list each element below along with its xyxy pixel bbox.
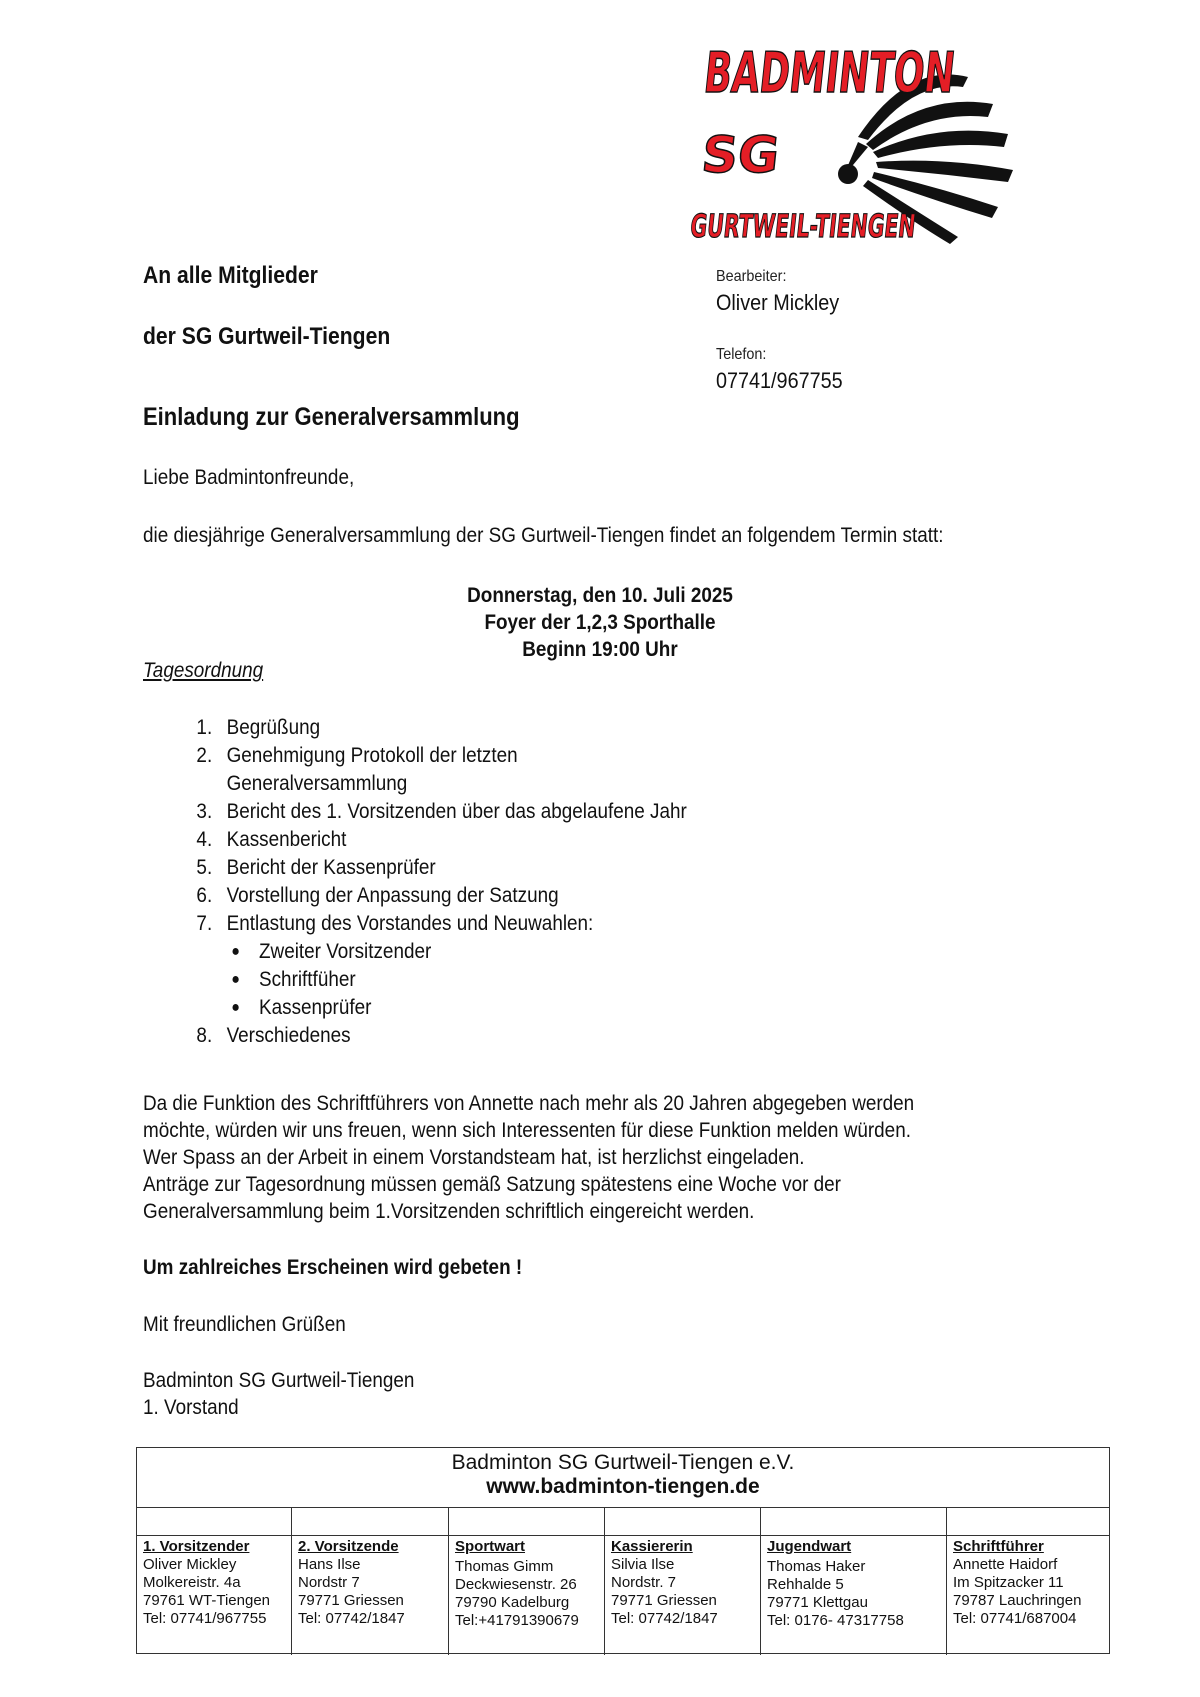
contact-first-chair: 1. Vorsitzender Oliver Mickley Molkereistr. 4a 79761 WT-Tiengen Tel: 07741/967755 [137, 1536, 292, 1655]
bullet-icon: ● [231, 999, 240, 1016]
appeal: Um zahlreiches Erscheinen wird gebeten ! [143, 1256, 523, 1279]
sender-info [716, 268, 857, 394]
agenda-title: Tagesordnung [143, 659, 264, 682]
event-location: Foyer der 1,2,3 Sporthalle [484, 611, 716, 634]
agenda-subitem: ● Kassenprüfer [178, 994, 687, 1022]
body-paragraph: Da die Funktion des Schriftführers von Annette nach mehr als 20 Jahren abgegeben werden möchte, würden wir uns freuen, wenn sich Interessenten für diese Funktion melden würden. Wer Spass an der Arbeit in einem Vorstandsteam hat, ist herzlichst eingeladen. Anträge zur Tagesordnung müssen gemäß Satzung spätestens eine Woche vor der Generalversammlung beim 1.Vorsitzenden schriftlich eingereicht werden. [143, 1092, 915, 1223]
agenda-subitem: ● Zweiter Vorsitzender [178, 938, 687, 966]
logo-line-1: BADMINTON [701, 41, 1097, 106]
agenda-list [178, 714, 687, 1050]
contact-treasurer: Kassiererin Silvia Ilse Nordstr. 7 79771 Griessen Tel: 07742/1847 [605, 1536, 761, 1655]
agenda-item: 5. Bericht der Kassenprüfer [196, 856, 436, 879]
intro: die diesjährige Generalversammlung der SG Gurtweil-Tiengen findet an folgendem Termin statt: [143, 524, 944, 547]
phone-label: Telefon: [716, 346, 767, 363]
phone-number: 07741/967755 [716, 368, 843, 393]
agenda-item: 4. Kassenbericht [196, 828, 347, 851]
footer-website[interactable]: www.badminton-tiengen.de [486, 1475, 760, 1498]
agenda-item: 6. Vorstellung der Anpassung der Satzung [196, 884, 559, 907]
signature-club: Badminton SG Gurtweil-Tiengen [143, 1369, 415, 1392]
agenda-item: 8. Verschiedenes [196, 1024, 351, 1047]
logo-line-3: GURTWEIL-TIENGEN [688, 207, 1046, 245]
closing: Mit freundlichen Grüßen [143, 1313, 346, 1336]
subject: Einladung zur Generalversammlung [143, 403, 520, 431]
agenda-item-continuation: Generalversammlung [226, 772, 408, 795]
bullet-icon: ● [231, 971, 240, 988]
salutation: Liebe Badmintonfreunde, [143, 466, 355, 489]
signature [143, 1367, 414, 1421]
agenda-item: 1. Begrüßung [196, 716, 321, 739]
recipient-line-1: An alle Mitglieder [143, 262, 318, 289]
bullet-icon: ● [231, 943, 240, 960]
signature-role: 1. Vorstand [143, 1396, 239, 1419]
footer-club-name: Badminton SG Gurtweil-Tiengen e.V. [451, 1451, 795, 1474]
footer-spacer-row [137, 1508, 1109, 1536]
footer-header [137, 1448, 1109, 1508]
event-details [300, 582, 900, 663]
contact-second-chair: 2. Vorsitzende Hans Ilse Nordstr 7 79771 Griessen Tel: 07742/1847 [292, 1536, 449, 1655]
recipient-line-2: der SG Gurtweil-Tiengen [143, 323, 391, 350]
editor-name: Oliver Mickley [716, 290, 840, 315]
event-date: Donnerstag, den 10. Juli 2025 [467, 584, 733, 607]
agenda-item: 2. Genehmigung Protokoll der letzten [196, 744, 518, 767]
contact-secretary: Schriftführer Annette Haidorf Im Spitzacker 11 79787 Lauchringen Tel: 07741/687004 [953, 1538, 1082, 1627]
contact-youth-warden: Jugendwart Thomas Haker Rehhalde 5 79771 Klettgau Tel: 0176- 47317758 [761, 1536, 947, 1655]
club-logo [688, 22, 1097, 247]
agenda-item: 7. Entlastung des Vorstandes und Neuwahlen: [196, 912, 594, 935]
event-time: Beginn 19:00 Uhr [522, 638, 678, 661]
agenda-subitem: ● Schriftfüher [178, 966, 687, 994]
contact-sports-warden: Sportwart Thomas Gimm Deckwiesenstr. 26 79790 Kadelburg Tel:+41791390679 [449, 1536, 605, 1655]
editor-label: Bearbeiter: [716, 268, 787, 285]
footer-contacts [137, 1536, 1109, 1655]
footer-contact-table [136, 1447, 1110, 1654]
agenda-item: 3. Bericht des 1. Vorsitzenden über das abgelaufene Jahr [196, 800, 687, 823]
logo-line-2: SG [698, 125, 783, 184]
